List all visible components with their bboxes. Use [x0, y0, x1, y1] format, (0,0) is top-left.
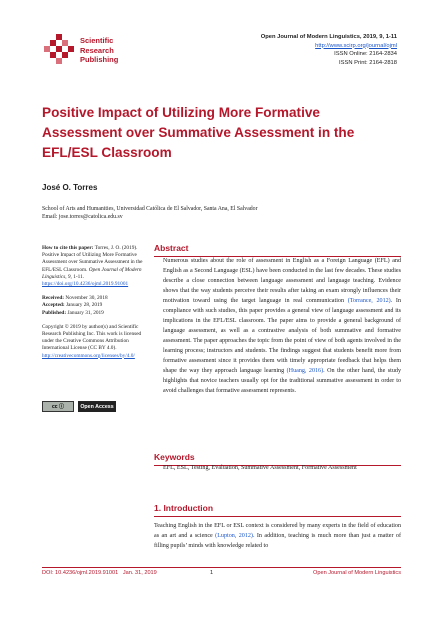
publisher-name: [80, 36, 118, 65]
issn-print: ISSN Print: 2164-2818: [338, 59, 397, 66]
publisher-logo-icon: [42, 32, 76, 66]
citation-sidebar: [42, 245, 150, 367]
author-name: José O. Torres: [42, 183, 98, 192]
license-link[interactable]: http://creativecommons.org/licenses/by/4.0/: [42, 352, 135, 359]
copyright-text: Copyright © 2019 by author(s) and Scientific Research Publishing Inc. This work is licensed under the Creative Commons Attribution International License (CC BY 4.0).: [42, 323, 142, 352]
publisher-logo: [42, 32, 212, 72]
footer-date: Jan. 31, 2019: [122, 570, 157, 576]
abstract-text: [163, 256, 401, 396]
cite-label: How to cite this paper:: [42, 245, 94, 251]
journal-url-link[interactable]: http://www.scirp.org/journal/ojml: [315, 42, 397, 49]
footer-page-number: 1: [210, 570, 214, 576]
journal-citation-line: Open Journal of Modern Linguistics, 2019, 9, 1-11: [260, 34, 397, 40]
cite-journal: Open Journal of Modern Linguistics, 9,: [42, 266, 142, 280]
received-label: Received:: [42, 295, 65, 302]
publisher-line-3: Publishing: [80, 55, 119, 64]
journal-info: [261, 33, 397, 67]
introduction-heading: 1. Introduction: [154, 503, 401, 517]
article-title: Positive Impact of Utilizing More Formative Assessment over Summative Assessment in the EFL/ESL Classroom: [42, 105, 355, 160]
how-to-cite: [42, 245, 150, 288]
footer-divider: [42, 567, 401, 568]
received-date: November 30, 2018: [65, 295, 108, 302]
cc-license-badge[interactable]: cc ⓘ: [42, 401, 74, 412]
abstract-citation-huang[interactable]: (Huang, 2016): [286, 368, 324, 374]
dates-block: [42, 295, 150, 317]
cite-text: Torres, J. O. (2019). Positive Impact of Utilizing More Formative Assessment over Summative Assessment in the EFL/ESL Classroom.: [42, 245, 143, 273]
abstract-part-2: . In compliance with such studies, this paper provides a general view of language assessment and its implications in the EFL/ESL classroom. The paper aims to provide a general background of language assessment, as well as a contrastive analysis of both summative and formative assessment. The paper approaches the topic from the point of view of both agents involved in the learning process; instructors and students. The findings suggest that students benefit more from formative assessment since it provides them with timely appropriate feedback that helps them shape the way they approach language learning: [163, 298, 402, 374]
keywords-heading: Keywords: [154, 452, 401, 466]
publisher-line-2: Research: [80, 45, 114, 55]
abstract-part-1: Numerous studies about the role of assessment in English as a Foreign Language (EFL) and English as a Second Language (ESL) have been conducted in the last few decades. These studies describe a close connection between language assessment and language teaching. Evidence shows that the way students perceive their results after taking an exam strongly influences their motivation toward using the target language in real communication: [163, 258, 401, 304]
footer-doi: [42, 570, 157, 576]
accepted-label: Accepted:: [42, 302, 65, 309]
issn-online: ISSN Online: 2164-2834: [334, 51, 397, 58]
accepted-date: January 28, 2019: [65, 302, 103, 309]
keywords-text: EFL, ESL, Testing, Evaluation, Summative Assessment, Formative Assessment: [163, 465, 357, 471]
publisher-line-1: Scientific: [80, 36, 114, 45]
cite-doi-link[interactable]: https://doi.org/10.4236/ojml.2019.91001: [42, 281, 129, 288]
author-affiliation: School of Arts and Humanities, Universidad Católica de El Salvador, Santa Ana, El Salvador: [42, 206, 258, 212]
footer-doi-text: DOI: 10.4236/ojml.2019.91001: [42, 570, 119, 576]
intro-citation-lupton[interactable]: (Lupton, 2012): [215, 533, 253, 539]
abstract-part-3: . On the other hand, the study highlights that novice teachers usually opt for the traditional summative assessment in order to avoid challenges that formative assessment represents.: [163, 368, 401, 394]
intro-part-1: Teaching English in the EFL or ESL context is considered by many experts in the field of education as an art and a science: [154, 523, 401, 539]
open-access-badge[interactable]: Open Access: [78, 401, 116, 412]
license-badges: [42, 401, 116, 412]
introduction-text: [154, 521, 401, 551]
copyright-block: [42, 324, 150, 360]
author-email[interactable]: Email: jose.torres@catolica.edu.sv: [42, 214, 123, 220]
abstract-citation-torrance[interactable]: (Torrance, 2012): [347, 298, 391, 304]
abstract-heading: Abstract: [154, 243, 401, 257]
published-date: January 31, 2019: [67, 309, 104, 316]
footer-journal-name: Open Journal of Modern Linguistics: [313, 570, 401, 576]
intro-part-2: . In addition, teaching is much more than just a matter of filling pupils’ minds with knowledge related to: [154, 533, 401, 549]
published-label: Published:: [42, 309, 67, 316]
cite-pages: 1-11.: [73, 273, 85, 280]
